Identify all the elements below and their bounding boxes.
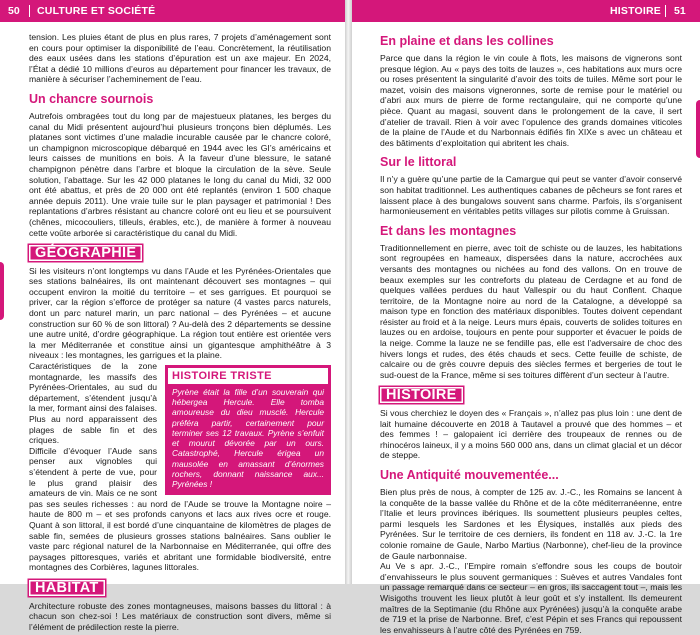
left-page	[0, 0, 345, 632]
section-title-habitat: HABITAT	[29, 580, 105, 596]
section-title-plaine: En plaine et dans les collines	[380, 34, 554, 48]
header-separator	[665, 5, 666, 17]
right-header	[352, 0, 700, 22]
section-text-plaine: Parce que dans la région le vin coule à flots, les maisons de vignerons sont presque légion. Au « pays des toits de lauzes », ces habitations aux murs ocre ou roses présentent la singularité d’avoir des toits de tuiles. Même sort pour le mazet, voisin des maisons vigneronnes, sorte de remise pour le matériel ou d’abri aux murs de pierre de forme rectangulaire, qui ne comporte qu’une pièce. Quant au magasi, souvent dans le prolongement de la cave, il sert d’atelier de travail. Rien à voir avec l’opulence des grands domaines viticoles de la plaine de l’Aude et du Narbonnais édifiés fin XIXe s avec un château et des bâtiments d’exploitation qui abritent les chais.	[380, 53, 682, 148]
section-text-chancre: Autrefois ombragées tout du long par de majestueux platanes, les berges du canal du Midi présentent aujourd’hui plusieurs tronçons bien déplumés. Les platanes sont victimes d’une maladie incurable causée par le chancre coloré, un champignon microscopique débarqué en 1944 avec les GI’s américains et leurs caisses de munitions en bois. À la faveur d’une blessure, le satané champignon pénètre dans l’arbre et bloque la circulation de la sève. Seule solution, l’abattage. Sur les 42 000 platanes le long du canal du Midi, 32 000 ont été abattus, et près de 20 000 ont été replantés (environ 1 500 chaque année depuis 2011). Une vraie tuile sur le plan paysager et patrimonial ! Des replantations d’arbres résistant au chancre coloré ont eu lieu et se poursuivent (chênes, micocouliers, tilleuls, érables, etc.), de manière à former à nouveau cette voûte arborée si caractéristique du canal du Midi.	[29, 110, 331, 238]
section-title-chancre: Un chancre sournois	[29, 91, 154, 106]
section-text-antiquite-1: Bien plus près de nous, à compter de 125 av. J.-C., les Romains se lancent à la conquête de la basse vallée du Rhône et de la côte méditerranéenne, entre l’Italie et leurs provinces ibériques. Ils soumettent plusieurs peuples celtes, parmi lesquels les Sardones et les Élysiques, installés aux pieds des Pyrénées. Sur le territoire de ces derniers, ils fondent en 118 av. J.-C. la 1re colonie romaine de Gaule, Narbo Martius (Narbonne), chef-lieu de la province de Gaule narbonnaise.	[380, 487, 682, 561]
book-spine	[345, 0, 352, 584]
right-content	[380, 32, 682, 635]
section-text-habitat: Architecture robuste des zones montagneuses, maisons basses du littoral : à chacun son chez-soi ! Les matériaux de construction sont divers, même si l’élément de prédilection reste la pierre.	[29, 600, 331, 632]
aside-title: HISTOIRE TRISTE	[168, 368, 328, 384]
section-text-geographie-2: Caractéristiques de la zone montagnarde, les massifs des Pyrénées-Orientales, au sud du département, s’étendent jusqu’à la mer, formant ainsi des falaises. Plus au nord apparaissent des plages de sable fin et des criques.	[29, 361, 157, 446]
section-title-montagnes: Et dans les montagnes	[380, 223, 517, 238]
left-running-title: CULTURE ET SOCIÉTÉ	[37, 5, 156, 17]
section-title-antiquite: Une Antiquité mouvementée...	[380, 468, 559, 482]
section-text-geographie-3: Difficile d’évoquer l’Aude sans penser aux vignobles qui s’étendent à perte de vue, pour le plus grand plaisir des amateurs de vin. Mais ce ne sont pas ses seules richesses : au nord de l’Aude se trouve la Montagne noire – haute de 800 m – et ses profonds canyons et lacs aux rives ocre et rouge. Quant à son littoral, il est bordé d’une cinquantaine de kilomètres de plages de sable fin, semées de plusieurs grosses stations balnéaires. Sans oublier le vaste parc régional naturel de la Narbonnaise en Méditerranée, qui offre des paysages pittoresques, variés et abritant une formidable biodiversité, entre montagnes des Corbières, lagunes littorales.	[29, 445, 331, 573]
section-title-geographie: GÉOGRAPHIE	[29, 245, 142, 261]
aside-histoire-triste	[165, 365, 331, 495]
aside-text: Pyrène était la fille d’un souverain qui hébergea Hercule. Elle tomba amoureuse du dieu musclé. Hercule préféra partir, certainement pour terminer ses 12 travaux. Pyrène s’enfuit et mourut dévorée par un ours. Catastrophé, Hercule érigea un mausolée en amassant d’énormes rochers, donnant naissance aux... Pyrénées !	[172, 386, 324, 490]
header-separator	[29, 5, 30, 17]
thumb-tab	[0, 262, 4, 320]
section-text-geographie-1: Si les visiteurs n’ont longtemps vu dans l’Aude et les Pyrénées-Orientales que ses stations balnéaires, ils ont maintenant découvert ses montagnes – qui occupent environ la moitié du territoire – et ses garrigues. Et pourquoi se priver, car la région s’efforce de protéger sa nature (4 vastes parcs naturels, dont un parc naturel marin, un parc national – des Pyrénées – et aucune construction sur 60 % de son littoral) ? Au-delà des 2 départements se dessine une autre unité, d’ordre géographique. La région tout entière est orientée vers la mer Méditerranée et constitue ainsi un gigantesque amphithéâtre à 3 niveaux : les montagnes, les garrigues et la plaine.	[29, 265, 331, 361]
section-title-littoral: Sur le littoral	[380, 155, 457, 170]
section-text-montagnes: Traditionnellement en pierre, avec toit de schiste ou de lauzes, les habitations sont regroupées en hameaux, dispersées dans la nature, accrochées aux versants des montagnes ou nichées au fond des vallons. On en trouve de beaux exemples sur les contreforts du plateau de Cerdagne et au fond de quelques vallées perdues du haut Vallespir ou du haut Conflent. Chaque territoire, de la Montagne noire au nord de la Catalogne, a développé sa maison type en fonction des matériaux disponibles. Toutes doivent cependant résister au froid et à la neige. Leurs murs épais, couverts de solides toitures en lauzes ou en ardoise, toujours en pente pour supporter et évacuer le poids de la neige. Comme la lauze ne se fendille pas, elle est l’adversaire de choc des hivers longs et rudes, des étés chauds et secs. Cette feuille de schiste, de calcaire ou de grès couvre depuis des siècles fermes et bergeries de tout le sud-ouest de la France, même si ses toitures diffèrent d’un secteur à l’autre.	[380, 242, 682, 380]
section-text-histoire: Si vous cherchiez le doyen des « Français », n’allez pas plus loin : une dent de lait humaine découverte en 2018 à Tautavel a prouvé que des hommes – et des femmes ! – galopaient ici derrière des troupeaux de rennes ou de rhinocéros laineux, il y a moins 560 000 ans, dans un climat glacial et un décor de steppe.	[380, 408, 682, 461]
section-text-littoral: Il n’y a guère qu’une partie de la Camargue qui peut se vanter d’avoir conservé son habitat traditionnel. Les authentiques cabanes de pêcheurs se font rares et laissent place à des bungalows souvent sans charme. Parfois, ils s’organisent harmonieusement en véritables petits villages sur pilotis comme à Gruissan.	[380, 174, 682, 217]
right-page-number: 51	[674, 5, 686, 17]
left-header	[0, 0, 345, 22]
right-page	[352, 0, 700, 635]
right-running-title: HISTOIRE	[610, 5, 661, 17]
section-title-histoire: HISTOIRE	[380, 387, 463, 403]
intro-paragraph: tension. Les pluies étant de plus en plus rares, 7 projets d’aménagement sont en cours pour optimiser la disponibilité de l’eau. Concrètement, la réutilisation des eaux usées dans les stations d’épuration est un axe majeur. En 2024, l’État a dédié 10 millions d’euros au département pour financer les travaux, de manière à sécuriser l’acheminement de l’eau.	[29, 32, 331, 85]
left-page-number: 50	[8, 5, 20, 17]
left-content	[29, 32, 331, 632]
section-text-antiquite-2: Au Ve s apr. J.-C., l’Empire romain s’effondre sous les coups de boutoir d’envahisseurs le plus souvent germaniques : Suèves et autres Vandales font un passage remarqué dans ce secteur – en gros, ils saccagent tout –, mais les Wisigoths trouvent les lieux plutôt à leur goût et s’y installent. Ils demeurent maîtres de la Septimanie (du Rhône aux Pyrénées) jusqu’à la conquête arabe de 719 et la prise de Narbonne. Bref, c’est Pépin et ses Francs qui repoussent les envahisseurs à l’autre côté des Pyrénées en 759.	[380, 561, 682, 635]
thumb-tab	[696, 100, 700, 158]
